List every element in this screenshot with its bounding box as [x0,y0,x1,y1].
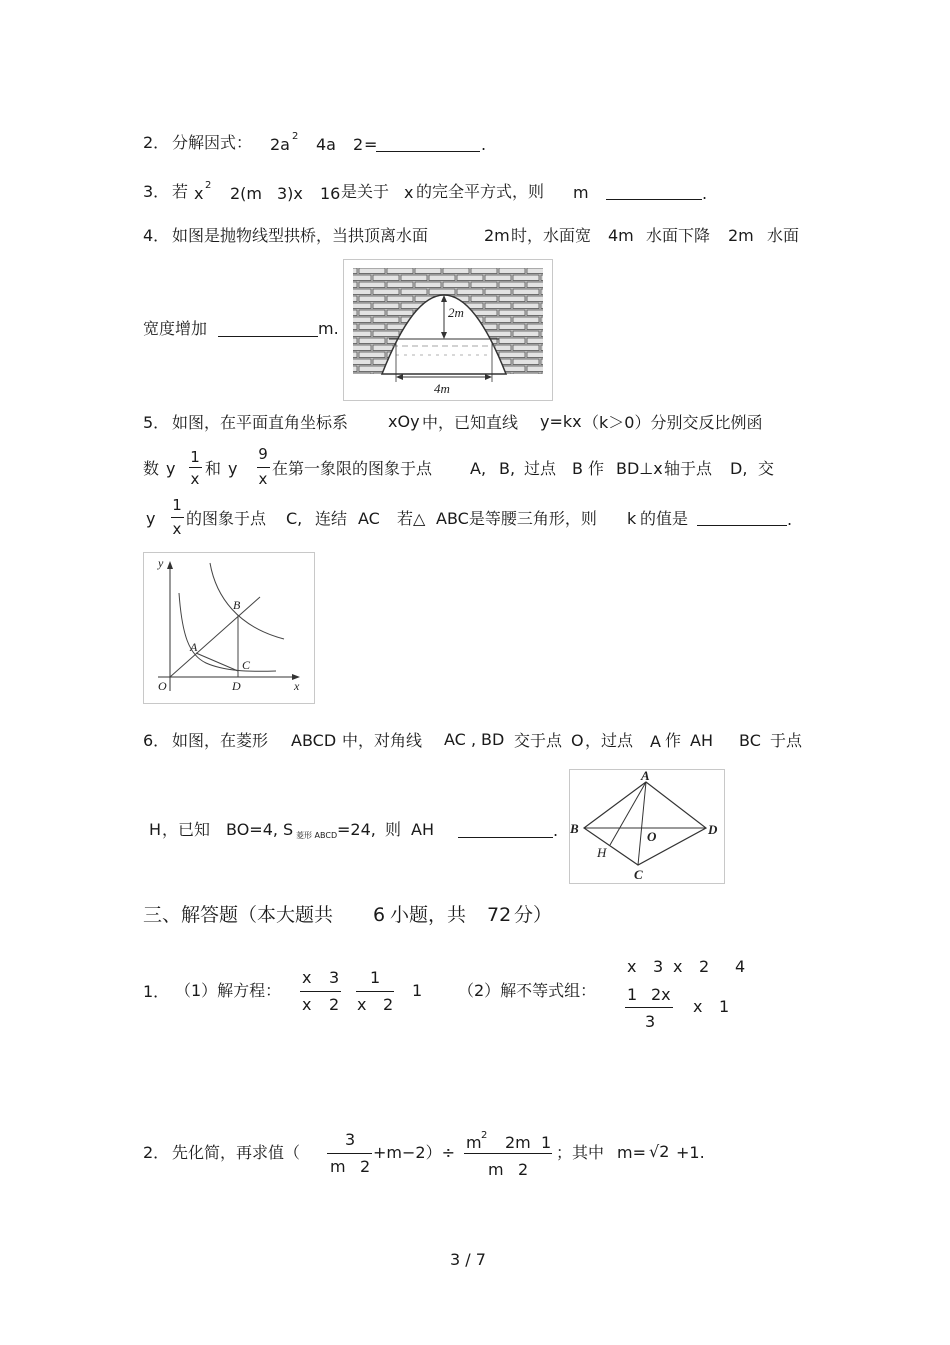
q5-text6: 过点 [524,459,557,478]
p1-frac1-num-x: x [302,968,312,987]
foot-h-label: H [597,845,607,860]
q5-frac2-num: 9 [258,445,268,463]
q5-point-b: B, [499,459,516,478]
q5-y2: y [228,459,238,478]
q2-term3: 2 [353,135,364,154]
q5-number: 5． [143,413,170,432]
p2-frac2-bar [464,1153,552,1154]
q6-text6: 于点 [770,731,803,750]
page-number: 3 / 7 [450,1250,486,1269]
q5-text2: 中，已知直线 [422,413,519,432]
q6-h: H [149,820,162,839]
q4-number: 4． [143,226,170,245]
vertex-c-label: C [634,867,643,882]
p1-number: 1． [143,982,170,1001]
q3-answer-blank [606,199,702,200]
q6-ah: AH [690,731,713,750]
q6-text8: 则 [385,820,402,839]
q4-text1: 如图是抛物线型拱桥，当拱顶离水面 [172,226,429,245]
q4-value2: 4m [608,226,634,245]
q6-text3: 交于点 [514,731,563,750]
q6-ac: AC [444,730,466,749]
p1-frac1-den-2: 2 [329,995,340,1014]
p1-ineq1-3: 3 [653,957,664,976]
width-arrow-right [485,374,492,380]
q5-text9: 交 [758,459,775,478]
q5-text13: ABC是等腰三角形，则 [436,509,597,528]
q6-comma: , [471,730,477,749]
arch-bridge-diagram [344,260,552,400]
p2-frac-den-2: 2 [360,1157,371,1176]
p1-ineq1-x2: x [673,957,683,976]
p2-frac-den-m: m [330,1157,346,1176]
q5-y3: y [146,509,156,528]
q6-area-value: =24, [337,820,376,839]
p1-rhs: 1 [412,981,423,1000]
q2-exponent: 2 [292,131,299,142]
q5-frac2-bar [257,467,270,468]
q6-period: . [553,821,559,840]
p1-ineq2-num-2x: 2x [651,985,671,1004]
y-axis-label: y [158,556,164,570]
q5-text1: 如图，在平面直角坐标系 [172,413,349,432]
q5-point-c: C, [286,509,303,528]
p1-frac2-num: 1 [370,968,381,987]
p2-frac2-exponent: 2 [481,1130,488,1141]
p1-ineq2-num-1: 1 [627,985,638,1004]
q6-text4: ，过点 [585,731,634,750]
q6-text5: 作 [665,731,682,750]
q3-m: m [573,183,589,202]
q2-answer-blank [376,151,480,152]
q5-k: k [627,509,637,528]
q5-period: . [787,510,793,529]
q4-value1: 2m [484,226,510,245]
vertex-a-label: A [641,770,650,783]
point-b-label: B [233,598,241,612]
p2-mid: +m−2）÷ [373,1143,455,1162]
q6-bo-value: BO=4, [226,820,278,839]
q6-s-subscript: 菱形 ABCD [296,831,338,840]
q6-bc: BC [739,731,761,750]
rhombus-figure [569,769,725,884]
p2-sqrt: √2 [649,1142,670,1161]
p2-tail: ；其中 [556,1143,605,1162]
q5-xoy: xOy [388,412,420,431]
rhombus-diagram [570,770,724,883]
q3-period: . [702,184,708,203]
q5-frac3-den: x [172,520,182,538]
q5-line-eq: y=kx [540,412,582,431]
p2-m-equals: m= [617,1143,646,1162]
q4-text4: 水面 [767,226,800,245]
q5-point-b2: B [572,459,583,478]
q2-term1: 2a [270,135,290,154]
point-c-label: C [242,658,251,672]
q5-y1: y [166,459,176,478]
section-3-count: 6 [373,904,386,926]
q5-text3: （k＞0）分别交反比例函 [583,413,763,432]
q4-unit: m. [318,319,339,338]
p2-frac-num: 3 [345,1130,356,1149]
width-arrow-left [396,374,403,380]
p1-frac2-den-2: 2 [383,995,394,1014]
vertex-d-label: D [708,822,718,837]
p1-frac2-den-x: x [357,995,367,1014]
q3-exponent: 2 [205,180,212,191]
coordinate-diagram [144,553,314,703]
q3-term2: 3)x [277,184,303,203]
vertex-b-label: B [570,821,579,836]
point-a-label: A [190,640,198,654]
q5-point-d: D, [730,459,748,478]
segment-ac [196,653,238,671]
q6-bd: BD [481,730,505,749]
q5-frac1-bar [189,467,202,468]
curve-y-9-over-x [210,563,284,639]
height-label: 2m [448,305,464,320]
q5-bd-perp: BD⊥x [616,459,663,478]
q5-text8: 轴于点 [664,459,713,478]
p2-frac2-num-1: 1 [541,1133,552,1152]
q6-number: 6． [143,731,170,750]
section-3-text: 小题，共 [390,904,467,926]
q6-text2: 中，对角线 [342,731,423,750]
p2-frac2-den-2: 2 [518,1160,529,1179]
q2-period: . [481,135,487,154]
p2-number: 2． [143,1143,170,1162]
q5-frac3-num: 1 [172,496,182,514]
q2-number: 2． [143,133,170,152]
hyperbola-figure [143,552,315,704]
q5-frac3-bar [171,517,184,518]
q2-equals: = [364,135,378,154]
q6-ah2: AH [411,820,434,839]
q3-term1: 2(m [230,184,263,203]
p2-frac-bar [327,1153,372,1154]
q6-text1: 如图，在菱形 [172,731,269,750]
origin-label: O [158,679,167,693]
q5-frac1-den: x [190,470,200,488]
p1-part2-label: （2）解不等式组： [458,981,597,1000]
q5-text5: 在第一象限的图象于点 [272,459,433,478]
width-label: 4m [434,381,450,396]
q5-text12: 若△ [397,509,426,528]
q5-text14: 的值是 [640,509,689,528]
q6-s: S [283,820,294,839]
p1-ineq1-2: 2 [699,957,710,976]
q5-ac: AC [358,509,380,528]
q6-abcd: ABCD [291,731,337,750]
p1-ineq2-bar [625,1007,673,1008]
q5-text11: 连结 [315,509,348,528]
p2-frac2-num-2m: 2m [505,1133,531,1152]
q4-text2: 时，水面宽 [511,226,592,245]
p1-ineq2-1: 1 [719,997,730,1016]
q5-answer-blank [697,525,787,526]
q4-text5: 宽度增加 [143,319,208,338]
q5-frac1-num: 1 [190,448,200,466]
q5-text4: 数 [143,459,160,478]
p1-ineq1-4: 4 [735,957,746,976]
q3-text2: 是关于 [341,182,390,201]
curve-y-1-over-x [179,593,276,671]
center-o-label: O [647,829,657,844]
p2-plus-one: +1. [676,1143,705,1162]
q6-a: A [650,732,661,751]
q2-term2: 4a [316,135,336,154]
q6-text7: ，已知 [162,820,211,839]
q3-x: x [194,184,204,203]
q2-label: 分解因式： [172,133,253,152]
q4-text3: 水面下降 [646,226,711,245]
q5-and: 和 [205,459,222,478]
p1-frac2-bar [356,991,394,992]
point-d-label: D [232,679,241,693]
q5-frac2-den: x [258,470,268,488]
section-3-end: 分） [514,904,553,926]
y-axis-arrow [167,561,173,569]
q3-text3: 的完全平方式，则 [416,182,545,201]
section-3-score: 72 [487,904,512,926]
q6-answer-blank [458,837,553,838]
p1-ineq2-den: 3 [645,1012,656,1031]
p1-part1-label: （1）解方程： [175,981,282,1000]
q5-point-a: A, [470,459,487,478]
q3-text1: 若 [172,182,189,201]
q5-text7: 作 [588,459,605,478]
arch-bridge-figure [343,259,553,401]
q5-text10: 的图象于点 [186,509,267,528]
x-axis-label: x [294,679,300,693]
p1-ineq1-x: x [627,957,637,976]
p1-frac1-bar [300,991,341,992]
q4-value3: 2m [728,226,754,245]
p2-text: 先化简，再求值（ [172,1143,301,1162]
q4-answer-blank [218,336,318,337]
q3-term3: 16 [320,184,341,203]
section-3-title: 三、解答题（本大题共 [143,904,334,926]
p1-frac1-num-3: 3 [329,968,340,987]
q3-number: 3． [143,182,170,201]
p2-frac2-num-m: m [466,1133,482,1152]
p2-frac2-den-m: m [488,1160,504,1179]
q3-x2: x [404,183,414,202]
p1-ineq2-x: x [693,997,703,1016]
p1-frac1-den-x: x [302,995,312,1014]
q6-o: O [571,731,584,750]
